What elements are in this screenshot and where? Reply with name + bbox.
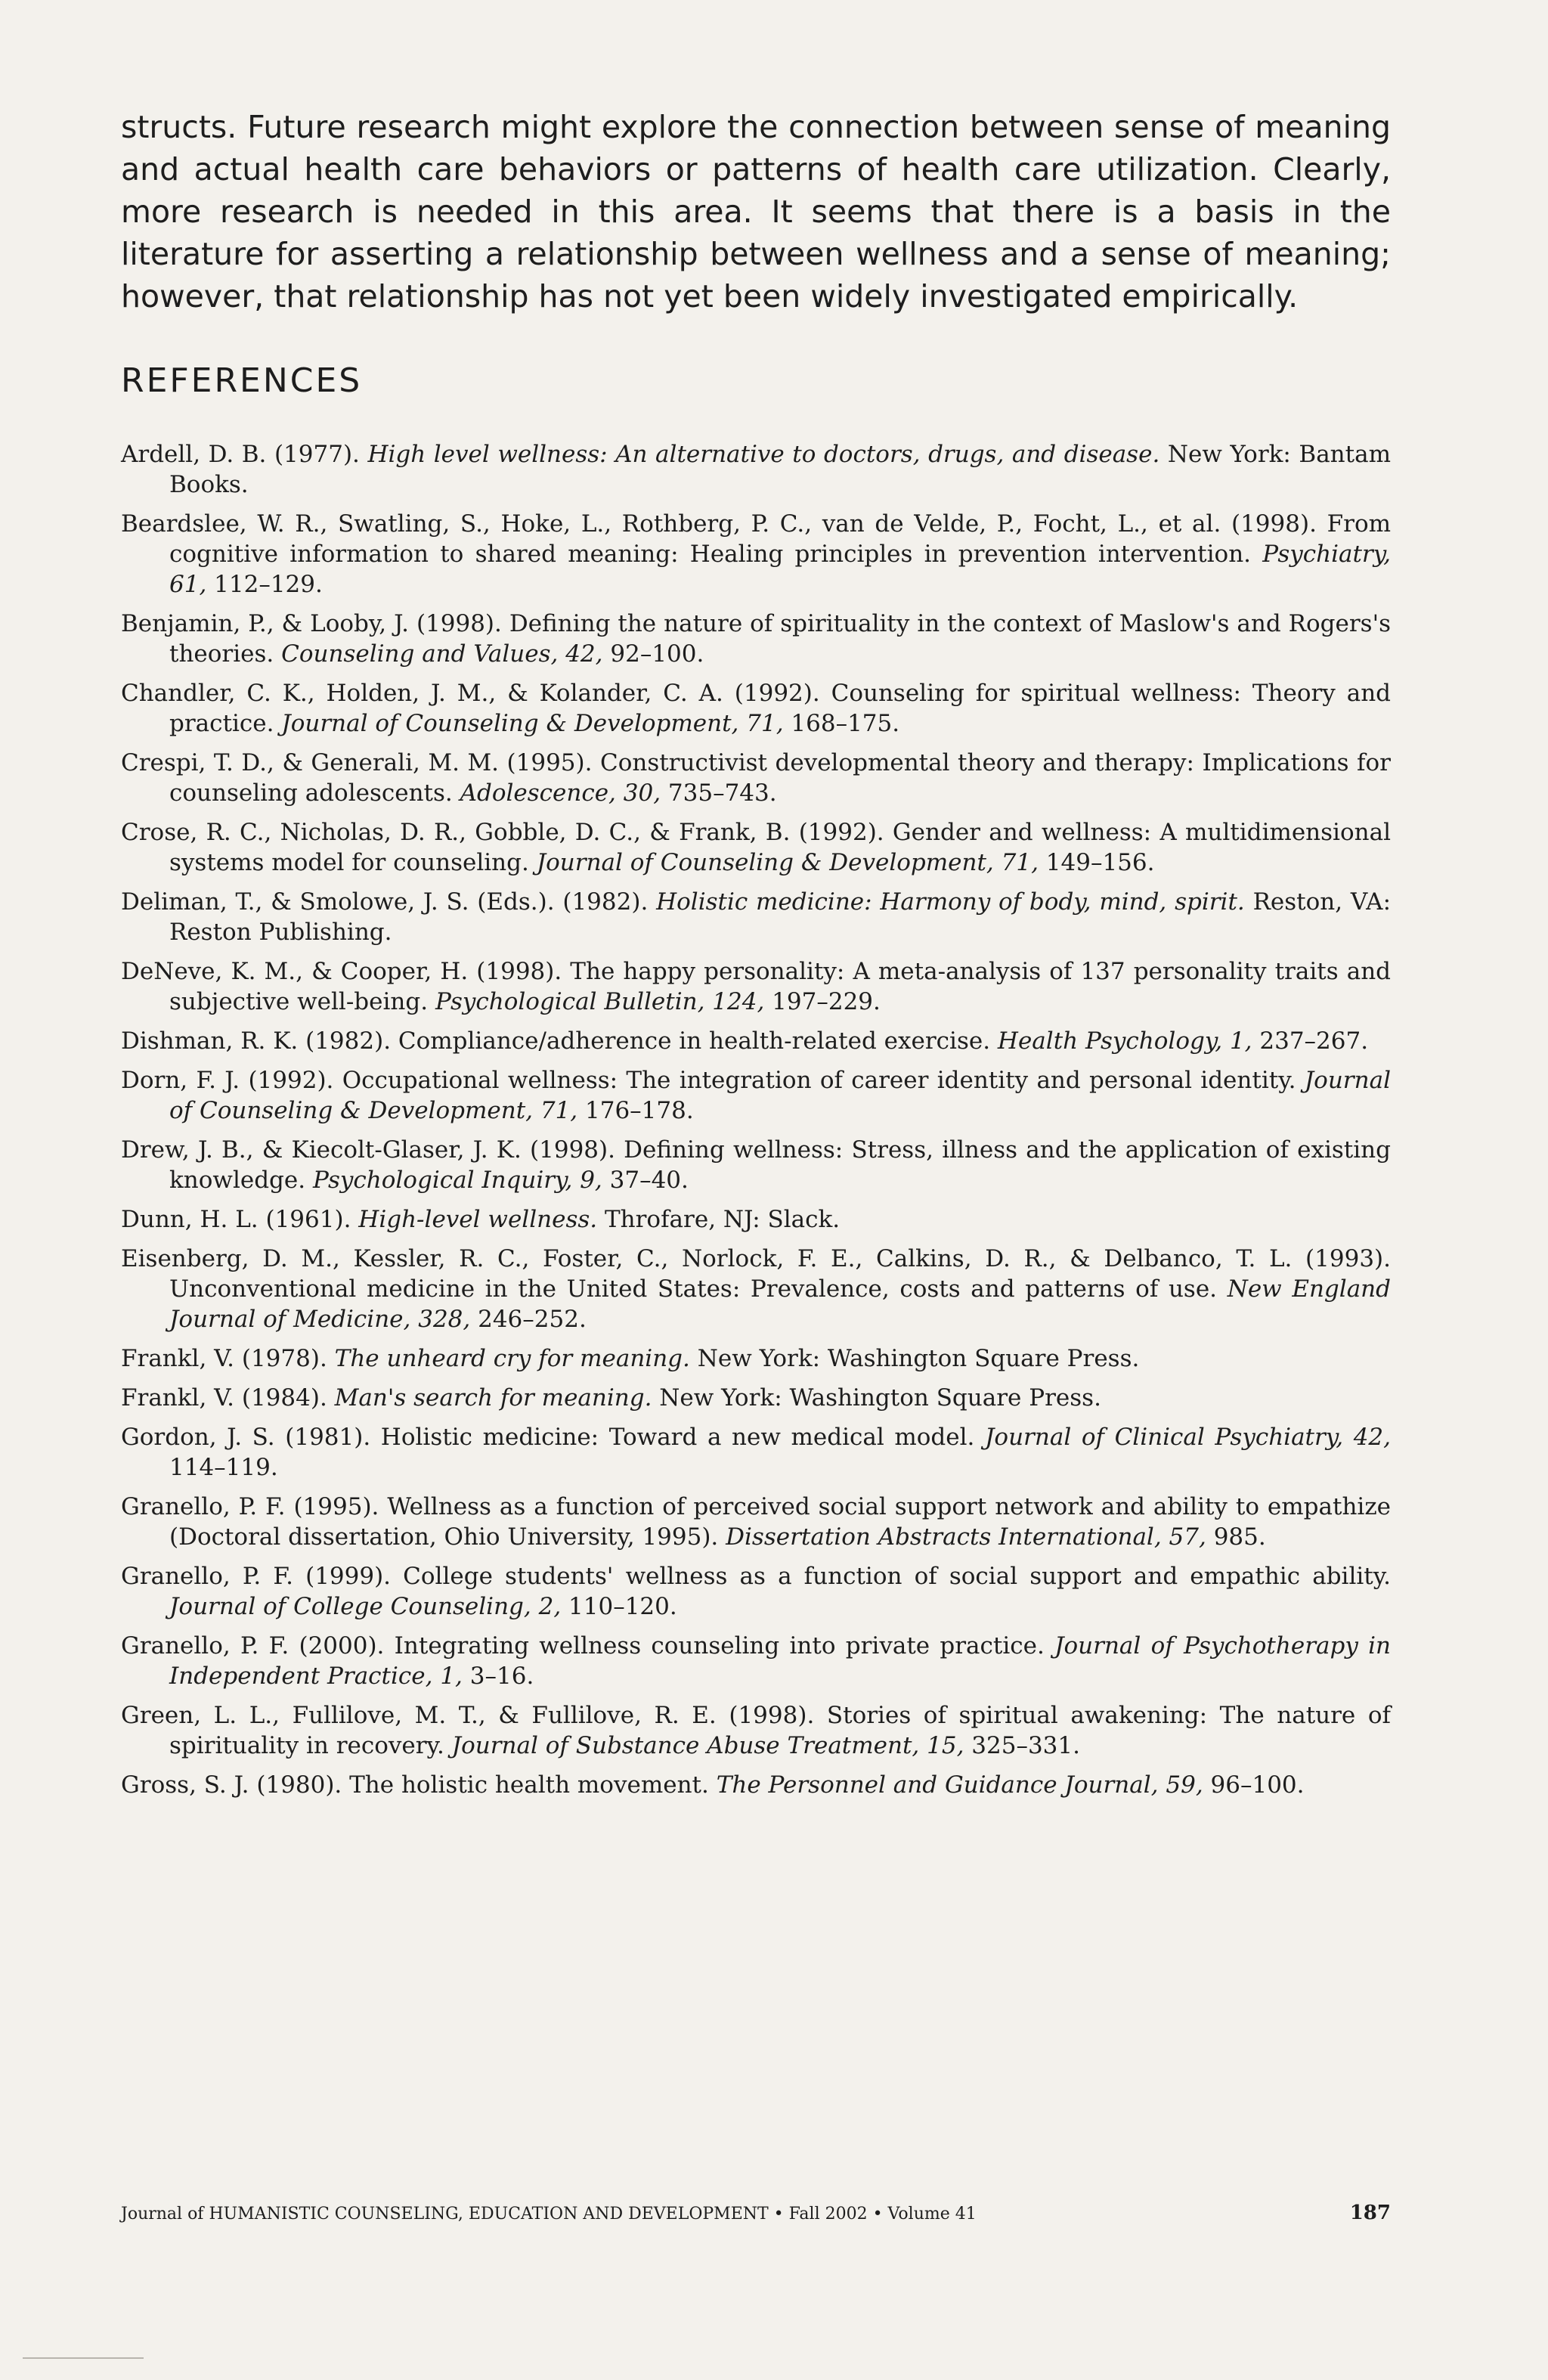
reference-title: Journal of Counseling & Development, 71, <box>281 710 784 737</box>
reference-title: Journal of Substance Abuse Treatment, 15, <box>451 1732 964 1759</box>
reference-text: DeNeve, K. M., & Cooper, H. (1998). The happy personality: A meta-analysis of 137 personality traits and subjective well-being. <box>121 958 1391 1015</box>
reference-title: Journal of Psychotherapy in Independent Practice, 1, <box>169 1632 1391 1690</box>
reference-title: New England Journal of Medicine, 328, <box>169 1275 1391 1333</box>
reference-details: 96–100. <box>1203 1771 1305 1799</box>
reference-details: 176–178. <box>577 1097 694 1124</box>
reference-details: 237–267. <box>1252 1027 1369 1055</box>
reference-text: Crose, R. C., Nicholas, D. R., Gobble, D. C., & Frank, B. (1992). Gender and wellness: A multidimensional systems model for counseling. <box>121 819 1391 876</box>
reference-title: The unheard cry for meaning. <box>334 1345 690 1372</box>
reference-entry <box>121 1700 1391 1761</box>
reference-details: 197–229. <box>764 988 881 1015</box>
page-number: 187 <box>1349 2202 1391 2224</box>
reference-text: Granello, P. F. (2000). Integrating wellness counseling into private practice. <box>121 1632 1055 1659</box>
reference-entry <box>121 956 1391 1017</box>
reference-details: Reston, VA: Reston Publishing. <box>169 888 1392 946</box>
reference-details: 112–129. <box>206 571 323 598</box>
scan-edge-rule <box>23 2357 144 2359</box>
reference-text: Deliman, T., & Smolowe, J. S. (Eds.). (1982). <box>121 888 657 916</box>
reference-details: 92–100. <box>602 640 704 668</box>
reference-title: The Personnel and Guidance Journal, 59, <box>716 1771 1203 1799</box>
reference-entry <box>121 1065 1391 1126</box>
reference-details: New York: Washington Square Press. <box>689 1345 1140 1372</box>
reference-title: Dissertation Abstracts International, 57, <box>726 1523 1206 1551</box>
reference-entry <box>121 1492 1391 1552</box>
reference-entry <box>121 1026 1391 1056</box>
reference-text: Dunn, H. L. (1961). <box>121 1206 359 1233</box>
reference-entry <box>121 1244 1391 1334</box>
reference-details: 37–40. <box>602 1167 689 1194</box>
reference-text: Dishman, R. K. (1982). Compliance/adherence in health-related exercise. <box>121 1027 998 1055</box>
reference-text: Gross, S. J. (1980). The holistic health movement. <box>121 1771 717 1799</box>
reference-entry <box>121 748 1391 808</box>
reference-text: Frankl, V. (1978). <box>121 1345 335 1372</box>
reference-details: 168–175. <box>783 710 900 737</box>
reference-entry <box>121 1135 1391 1195</box>
reference-title: Holistic medicine: Harmony of body, mind, spirit. <box>656 888 1245 916</box>
reference-entry <box>121 817 1391 878</box>
page-footer <box>121 2202 1391 2224</box>
reference-text: Drew, J. B., & Kiecolt-Glaser, J. K. (1998). Defining wellness: Stress, illness and the application of existing knowledge. <box>121 1136 1391 1194</box>
reference-entry <box>121 1343 1391 1374</box>
reference-entry <box>121 439 1391 500</box>
body-paragraph: structs. Future research might explore the connection between sense of meaning and actual health care behaviors or patterns of health care utilization. Clearly, more research is needed in this area. It seems that there is a basis in the literature for asserting a relationship between wellness and a sense of meaning; however, that relationship has not yet been widely investigated empirically. <box>121 109 1391 315</box>
reference-title: High level wellness: An alternative to doctors, drugs, and disease. <box>367 441 1160 468</box>
reference-entry <box>121 1631 1391 1691</box>
reference-title: Health Psychology, 1, <box>997 1027 1252 1055</box>
reference-title: Journal of Counseling & Development, 71, <box>169 1067 1391 1124</box>
reference-entry <box>121 887 1391 947</box>
reference-text: Granello, P. F. (1999). College students' wellness as a function of social support and empathic ability. <box>121 1563 1391 1590</box>
reference-entry <box>121 678 1391 739</box>
reference-title: Adolescence, 30, <box>460 779 661 807</box>
reference-entry <box>121 1561 1391 1622</box>
reference-text: Beardslee, W. R., Swatling, S., Hoke, L., Rothberg, P. C., van de Velde, P., Focht, L., et al. (1998). From cognitive information to shared meaning: Healing principles in prevention intervention. <box>121 510 1391 568</box>
reference-details: New York: Washington Square Press. <box>652 1384 1101 1412</box>
reference-details: 735–743. <box>661 779 777 807</box>
reference-title: Psychological Inquiry, 9, <box>312 1167 602 1194</box>
reference-list <box>121 439 1391 1800</box>
reference-title: Psychiatry, 61, <box>169 541 1391 598</box>
reference-text: Benjamin, P., & Looby, J. (1998). Defining the nature of spirituality in the context of Maslow's and Rogers's theories. <box>121 610 1391 668</box>
reference-details: 246–252. <box>470 1306 587 1333</box>
reference-details: Throfare, NJ: Slack. <box>597 1206 841 1233</box>
reference-text: Gordon, J. S. (1981). Holistic medicine: Toward a new medical model. <box>121 1424 985 1451</box>
reference-entry <box>121 1204 1391 1235</box>
reference-text: Green, L. L., Fullilove, M. T., & Fullilove, R. E. (1998). Stories of spiritual awakening: The nature of spirituality in recovery. <box>121 1702 1391 1759</box>
reference-text: Chandler, C. K., Holden, J. M., & Kolander, C. A. (1992). Counseling for spiritual wellness: Theory and practice. <box>121 680 1391 737</box>
reference-entry <box>121 1770 1391 1800</box>
journal-line: Journal of HUMANISTIC COUNSELING, EDUCATION AND DEVELOPMENT • Fall 2002 • Volume 41 <box>121 2205 977 2224</box>
reference-details: 985. <box>1206 1523 1266 1551</box>
reference-details: New York: Bantam Books. <box>169 441 1391 498</box>
reference-text: Crespi, T. D., & Generali, M. M. (1995). Constructivist developmental theory and therapy: Implications for counseling adolescents. <box>121 749 1391 807</box>
reference-text: Frankl, V. (1984). <box>121 1384 335 1412</box>
reference-title: Man's search for meaning. <box>334 1384 652 1412</box>
reference-title: High-level wellness. <box>358 1206 598 1233</box>
references-heading: REFERENCES <box>121 361 363 400</box>
reference-details: 114–119. <box>169 1454 278 1481</box>
reference-title: Journal of Counseling & Development, 71, <box>536 849 1039 876</box>
reference-text: Dorn, F. J. (1992). Occupational wellness: The integration of career identity and personal identity. <box>121 1067 1305 1094</box>
reference-entry <box>121 509 1391 600</box>
reference-details: 325–331. <box>964 1732 1080 1759</box>
reference-entry <box>121 1383 1391 1413</box>
reference-title: Journal of College Counseling, 2, <box>169 1593 562 1620</box>
reference-details: 3–16. <box>462 1663 534 1690</box>
page-content <box>121 106 1391 1809</box>
reference-entry <box>121 1422 1391 1483</box>
reference-title: Journal of Clinical Psychiatry, 42, <box>985 1424 1391 1451</box>
reference-text: Ardell, D. B. (1977). <box>121 441 368 468</box>
reference-text: Granello, P. F. (1995). Wellness as a function of perceived social support network and ability to empathize (Doctoral dissertation, Ohio University, 1995). <box>121 1493 1391 1551</box>
reference-title: Counseling and Values, 42, <box>281 640 603 668</box>
reference-entry <box>121 609 1391 669</box>
reference-details: 110–120. <box>561 1593 677 1620</box>
reference-title: Psychological Bulletin, 124, <box>435 988 765 1015</box>
reference-text: Eisenberg, D. M., Kessler, R. C., Foster, C., Norlock, F. E., Calkins, D. R., & Delbanco, T. L. (1993). Unconventional medicine in the United States: Prevalence, costs and patterns of use. <box>121 1245 1391 1303</box>
reference-details: 149–156. <box>1038 849 1155 876</box>
